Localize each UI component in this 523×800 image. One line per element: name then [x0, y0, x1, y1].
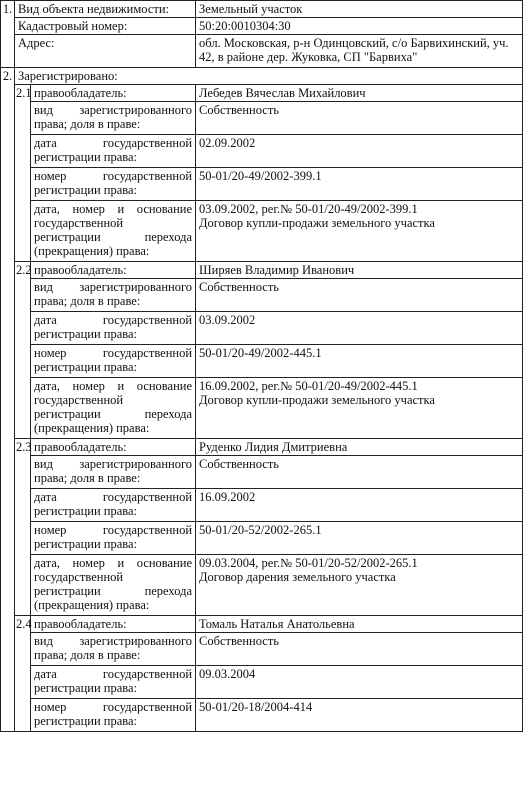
basis-line-2: Договор купли-продажи земельного участка [199, 393, 435, 407]
object-type-row [1, 1, 523, 18]
holder-value: Томаль Наталья Анатольевна [196, 616, 523, 633]
entry-2-4-right-row [1, 633, 523, 666]
entry-2-3-number-row [1, 522, 523, 555]
entry-2-4-number-row [1, 699, 523, 732]
right-type-label: вид зарегистрированного права; доля в праве: [31, 102, 196, 135]
basis-line-2: Договор купли-продажи земельного участка [199, 216, 435, 230]
reg-date-label: дата государственной регистрации права: [31, 666, 196, 699]
basis-value [196, 378, 523, 439]
entry-2-3-holder-row [1, 439, 523, 456]
entry-number: 2.1 [15, 85, 31, 262]
address-value: обл. Московская, р-н Одинцовский, с/о Барвихинский, уч. 42, в районе дер. Жуковка, СП "Барвиха" [196, 35, 523, 68]
cadastral-row [1, 18, 523, 35]
basis-line-1: 16.09.2002, рег.№ 50-01/20-49/2002-445.1 [199, 379, 418, 393]
entry-number: 2.4 [15, 616, 31, 732]
holder-label: правообладатель: [31, 439, 196, 456]
reg-number-label: номер государственной регистрации права: [31, 345, 196, 378]
reg-number-value: 50-01/20-49/2002-445.1 [196, 345, 523, 378]
holder-label: правообладатель: [31, 85, 196, 102]
holder-value: Лебедев Вячеслав Михайлович [196, 85, 523, 102]
address-row [1, 35, 523, 68]
entry-number: 2.3 [15, 439, 31, 616]
reg-date-label: дата государственной регистрации права: [31, 135, 196, 168]
reg-number-value: 50-01/20-18/2004-414 [196, 699, 523, 732]
right-type-value: Собственность [196, 279, 523, 312]
cadastral-label: Кадастровый номер: [15, 18, 196, 35]
reg-number-label: номер государственной регистрации права: [31, 522, 196, 555]
entry-2-3-basis-row [1, 555, 523, 616]
basis-value [196, 555, 523, 616]
basis-label: дата, номер и основание государственной регистрации перехода (прекращения) права: [31, 201, 196, 262]
right-type-label: вид зарегистрированного права; доля в праве: [31, 279, 196, 312]
holder-value: Руденко Лидия Дмитриевна [196, 439, 523, 456]
reg-number-value: 50-01/20-49/2002-399.1 [196, 168, 523, 201]
entry-2-1-right-row [1, 102, 523, 135]
reg-date-value: 03.09.2002 [196, 312, 523, 345]
cadastral-value: 50:20:0010304:30 [196, 18, 523, 35]
registered-title: Зарегистрировано: [15, 68, 523, 85]
section-2-number: 2. [1, 68, 15, 732]
right-type-value: Собственность [196, 102, 523, 135]
reg-date-label: дата государственной регистрации права: [31, 489, 196, 522]
basis-label: дата, номер и основание государственной регистрации перехода (прекращения) права: [31, 555, 196, 616]
reg-number-value: 50-01/20-52/2002-265.1 [196, 522, 523, 555]
reg-date-value: 02.09.2002 [196, 135, 523, 168]
entry-2-4-holder-row [1, 616, 523, 633]
right-type-value: Собственность [196, 633, 523, 666]
entry-2-2-right-row [1, 279, 523, 312]
entry-2-1-number-row [1, 168, 523, 201]
entry-2-3-date-row [1, 489, 523, 522]
basis-value [196, 201, 523, 262]
entry-2-4-date-row [1, 666, 523, 699]
reg-number-label: номер государственной регистрации права: [31, 168, 196, 201]
basis-line-1: 03.09.2002, рег.№ 50-01/20-49/2002-399.1 [199, 202, 418, 216]
right-type-label: вид зарегистрированного права; доля в праве: [31, 456, 196, 489]
section-1-number: 1. [1, 1, 15, 68]
right-type-value: Собственность [196, 456, 523, 489]
entry-2-2-number-row [1, 345, 523, 378]
entry-2-2-basis-row [1, 378, 523, 439]
entry-2-1-basis-row [1, 201, 523, 262]
object-type-label: Вид объекта недвижимости: [15, 1, 196, 18]
reg-date-value: 16.09.2002 [196, 489, 523, 522]
registered-header-row [1, 68, 523, 85]
address-label: Адрес: [15, 35, 196, 68]
entry-2-1-holder-row [1, 85, 523, 102]
right-type-label: вид зарегистрированного права; доля в праве: [31, 633, 196, 666]
entry-2-3-right-row [1, 456, 523, 489]
basis-line-2: Договор дарения земельного участка [199, 570, 396, 584]
entry-2-1-date-row [1, 135, 523, 168]
holder-label: правообладатель: [31, 616, 196, 633]
basis-label: дата, номер и основание государственной регистрации перехода (прекращения) права: [31, 378, 196, 439]
reg-date-label: дата государственной регистрации права: [31, 312, 196, 345]
entry-2-2-holder-row [1, 262, 523, 279]
holder-value: Ширяев Владимир Иванович [196, 262, 523, 279]
holder-label: правообладатель: [31, 262, 196, 279]
reg-date-value: 09.03.2004 [196, 666, 523, 699]
reg-number-label: номер государственной регистрации права: [31, 699, 196, 732]
entry-2-2-date-row [1, 312, 523, 345]
basis-line-1: 09.03.2004, рег.№ 50-01/20-52/2002-265.1 [199, 556, 418, 570]
object-type-value: Земельный участок [196, 1, 523, 18]
entry-number: 2.2 [15, 262, 31, 439]
